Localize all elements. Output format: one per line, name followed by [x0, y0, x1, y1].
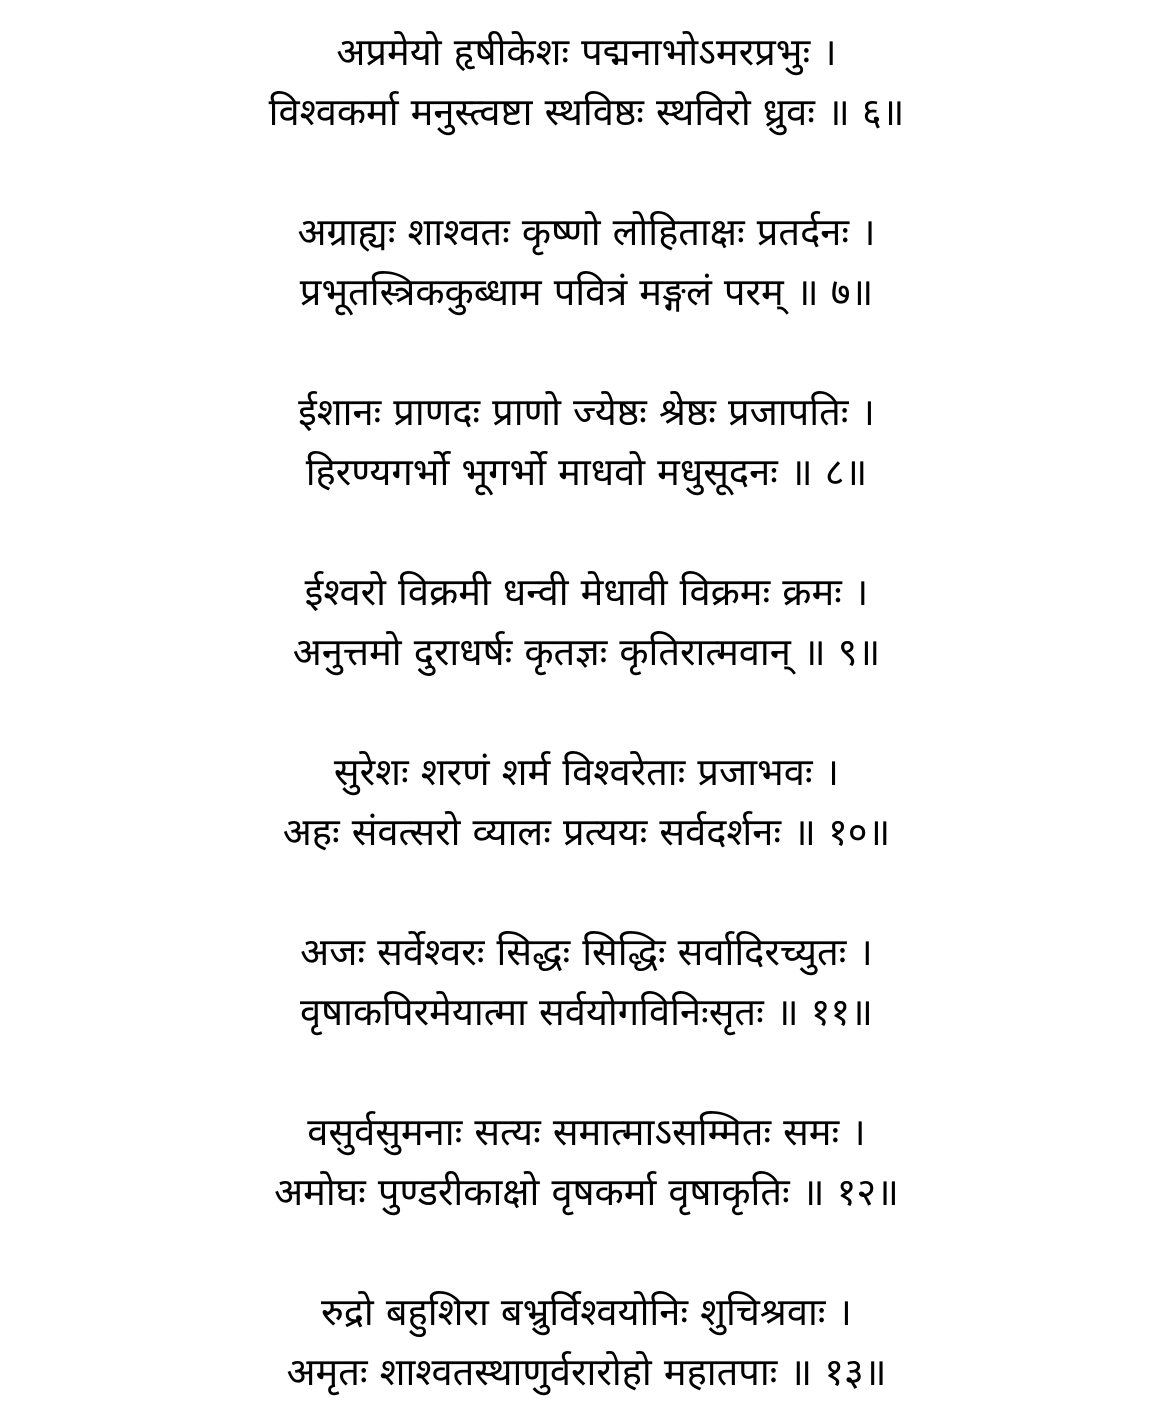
- verse-line: वसुर्वसुमनाः सत्यः समात्माऽसम्मितः समः ।: [307, 1110, 866, 1154]
- verse-line: अमृतः शाश्वतस्थाणुर्वरारोहो महातपाः ॥ १३॥: [286, 1350, 887, 1394]
- verse-7: [298, 202, 876, 322]
- verse-line: ईश्वरो विक्रमी धन्वी मेधावी विक्रमः क्रमः ।: [304, 570, 869, 614]
- verse-13: [286, 1282, 886, 1402]
- verse-line: अमोघः पुण्डरीकाक्षो वृषकर्मा वृषाकृतिः ॥ १२॥: [274, 1170, 899, 1214]
- verse-12: [274, 1102, 899, 1222]
- verse-line: अग्राह्यः शाश्वतः कृष्णो लोहिताक्षः प्रतर्दनः ।: [297, 210, 876, 254]
- verse-9: [293, 562, 881, 682]
- verse-line: अजः सर्वेश्वरः सिद्धः सिद्धिः सर्वादिरच्युतः ।: [300, 930, 873, 974]
- verse-line: अनुत्तमो दुराधर्षः कृतज्ञः कृतिरात्मवान् ॥ ९॥: [292, 630, 881, 674]
- verse-10: [283, 742, 890, 862]
- verse-line: रुद्रो बहुशिरा बभ्रुर्विश्वयोनिः शुचिश्रवाः ।: [321, 1290, 852, 1334]
- verse-line: वृषाकपिरमेयात्मा सर्वयोगविनिःसृतः ॥ ११॥: [300, 990, 873, 1034]
- verse-line: अप्रमेयो हृषीकेशः पद्मनाभोऽमरप्रभुः ।: [336, 30, 837, 74]
- verse-line: विश्वकर्मा मनुस्त्वष्टा स्थविष्ठः स्थविरो ध्रुवः ॥ ६॥: [268, 90, 905, 134]
- verse-line: अहः संवत्सरो व्यालः प्रत्ययः सर्वदर्शनः ॥ १०॥: [282, 810, 891, 854]
- verse-line: हिरण्यगर्भो भूगर्भो माधवो मधुसूदनः ॥ ८॥: [305, 450, 868, 494]
- verse-line: सुरेशः शरणं शर्म विश्वरेताः प्रजाभवः ।: [333, 750, 840, 794]
- verse-6: [269, 22, 905, 142]
- verse-line: प्रभूतस्त्रिककुब्धाम पवित्रं मङ्गलं परम् ॥ ७॥: [299, 270, 874, 314]
- verse-8: [298, 382, 875, 502]
- verse-line: ईशानः प्राणदः प्राणो ज्येष्ठः श्रेष्ठः प्रजापतिः ।: [298, 390, 875, 434]
- verse-11: [300, 922, 873, 1042]
